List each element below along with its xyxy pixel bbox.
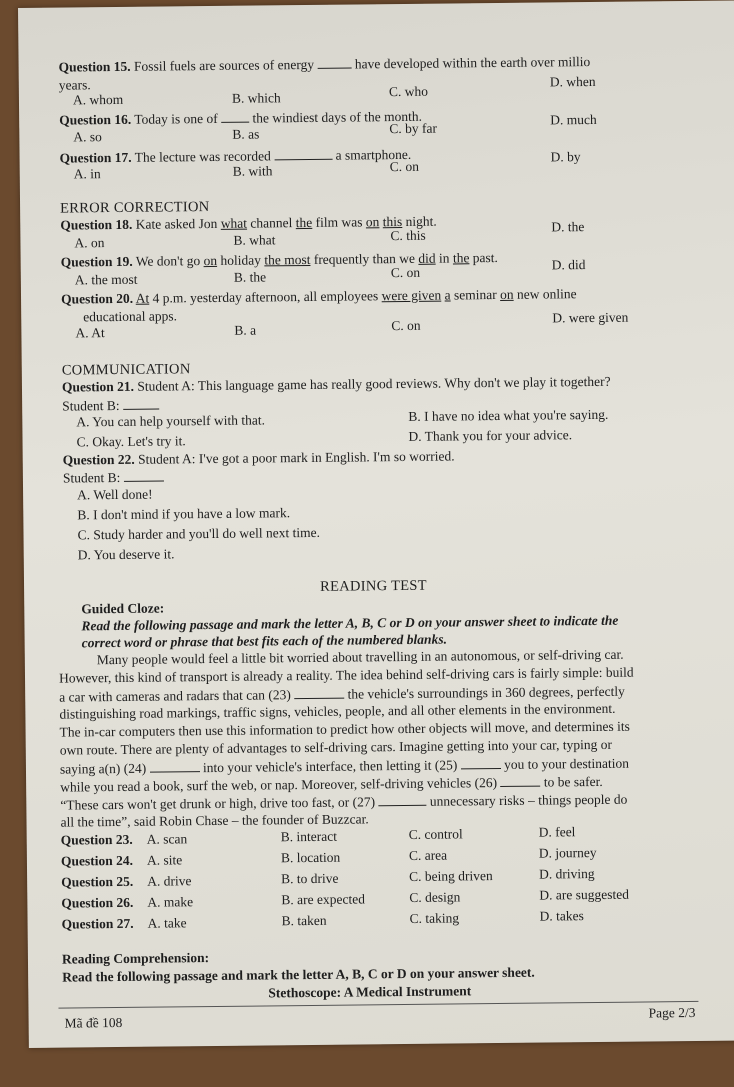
cloze-instruction: Read the following passage and mark the letter A, B, C or D on your answer sheet to indicate the [81, 612, 619, 634]
question-19-stem: Question 19. We don't go on holiday the most frequently than we did in the past. [60, 249, 498, 270]
subheading-reading-comprehension: Reading Comprehension: [61, 950, 210, 967]
section-heading-error-correction: ERROR CORRECTION [60, 199, 210, 217]
page-number: Page 2/3 [648, 1004, 696, 1021]
option-d: D. Thank you for your advice. [408, 427, 573, 444]
answer-blank [317, 56, 351, 69]
option-a: A. in [73, 166, 101, 182]
subheading-guided-cloze: Guided Cloze: [81, 600, 165, 617]
option-d: D. when [549, 73, 596, 90]
option-d: D. feel [538, 824, 576, 840]
question-21-stem: Question 21. Student A: This language game has really good reviews. Why don't we play it together? [61, 373, 611, 395]
option-b: B. taken [281, 912, 327, 929]
option-d: D. were given [552, 309, 629, 326]
answer-blank [274, 147, 332, 161]
option-d: D. did [551, 257, 586, 273]
option-d: D. by [550, 149, 581, 165]
option-a: A. whom [72, 91, 124, 108]
option-c: C. on [391, 317, 421, 334]
option-a: A. You can help yourself with that. [76, 412, 266, 430]
question-18-stem: Question 18. Kate asked Jon what channel the film was on this night. [60, 213, 437, 233]
option-c: C. being driven [409, 868, 493, 884]
option-a: A. drive [147, 873, 192, 889]
question-15-continuation: years. [58, 77, 91, 93]
option-b: B. I don't mind if you have a low mark. [77, 505, 291, 523]
option-c: C. by far [389, 120, 437, 137]
option-d: D. the [551, 219, 585, 235]
reading-instruction: Read the following passage and mark the letter A, B, C or D on your answer sheet. [62, 964, 535, 985]
section-heading-communication: COMMUNICATION [61, 361, 191, 379]
option-a: A. on [74, 235, 105, 251]
option-a: A. make [147, 894, 194, 910]
option-d: D. You deserve it. [77, 546, 175, 563]
option-b: B. I have no idea what you're saying. [408, 406, 609, 424]
blank-27 [378, 793, 426, 807]
option-c: C. control [408, 826, 463, 842]
option-c: C. on [389, 158, 420, 175]
answer-blank [124, 469, 164, 482]
option-b: B. interact [280, 828, 338, 845]
question-17-stem: Question 17. The lecture was recorded a smartphone. [59, 146, 412, 166]
option-c: C. this [390, 227, 426, 244]
question-20-stem: Question 20. At 4 p.m. yesterday afternoon, all employees were given a seminar on new online [60, 286, 577, 307]
option-a: A. so [73, 129, 102, 145]
option-b: B. as [232, 126, 260, 142]
blank-24 [149, 759, 199, 773]
exam-code: Mã đề 108 [64, 1014, 123, 1031]
option-b: B. location [280, 849, 341, 866]
option-d: D. are suggested [539, 886, 630, 903]
option-d: D. much [550, 111, 597, 128]
option-d: D. journey [538, 844, 597, 861]
option-a: A. site [146, 852, 183, 868]
option-a: A. take [147, 915, 187, 931]
cloze-instruction: correct word or phrase that best fits each of the numbered blanks. [81, 631, 447, 651]
blank-25 [461, 756, 501, 769]
option-a: A. scan [146, 831, 188, 847]
passage-title: Stethoscope: A Medical Instrument [268, 983, 472, 1001]
cloze-question-25: Question 25. A. drive B. to drive C. being driven D. driving [61, 866, 595, 890]
option-c: C. taking [409, 910, 460, 926]
option-b: B. what [233, 232, 276, 248]
option-b: B. a [234, 322, 257, 338]
option-d: D. driving [539, 866, 595, 882]
footer-divider [58, 1001, 698, 1009]
option-c: C. who [388, 83, 428, 100]
question-20-continuation: educational apps. [83, 308, 178, 325]
blank-26 [500, 774, 540, 787]
section-heading-reading-test: READING TEST [319, 577, 427, 595]
option-c: C. Study harder and you'll do well next time. [77, 524, 320, 543]
option-c: C. design [409, 889, 461, 905]
student-b-line: Student B: [62, 397, 159, 415]
cloze-question-24: Question 24. A. site B. location C. area D. journey [60, 844, 597, 869]
cloze-question-26: Question 26. A. make B. are expected C. design D. are suggested [61, 886, 630, 911]
option-a: A. At [75, 325, 105, 341]
answer-blank [221, 110, 249, 123]
question-label: Question 15. [58, 58, 131, 75]
option-b: B. to drive [281, 870, 339, 887]
option-a: A. Well done! [77, 486, 153, 503]
question-22-stem: Question 22. Student A: I've got a poor mark in English. I'm so worried. [62, 448, 455, 468]
blank-23 [294, 686, 344, 700]
option-b: B. the [233, 269, 267, 285]
answer-blank [123, 397, 159, 410]
option-c: C. Okay. Let's try it. [76, 433, 186, 450]
student-b-line: Student B: [63, 469, 164, 487]
option-a: A. the most [74, 271, 138, 288]
cloze-question-23: Question 23. A. scan B. interact C. control D. feel [60, 824, 576, 848]
cloze-question-27: Question 27. A. take B. taken C. taking D. takes [61, 908, 584, 932]
option-b: B. with [232, 163, 273, 179]
cloze-passage: Many people would feel a little bit worried about travelling in an autonomous, or self-driving car. However, this kind of transport is already a reality. The idea behind self-driving cars is fairly simple: build a car with cameras and radars that can (23) the vehicle's surroundings in 360 degrees, perfectly distinguishing road markings, traffic signs, vehicles, people, and all other elements in the environment. The in-car computers then use this information to predict how other objects will move, and determines its own route. There are plenty of advantages to self-driving cars. Imagine getting into your car, typing or saying a(n) (24) into your vehicle's interface, then letting it (25) you to your destination while you read a book, surf the web, or nap. Moreover, self-driving vehicles (26) to be safer. “These cars won't get drunk or high, drive too fast, or (27) unnecessary risks – things people do all the time”, said Robin Chase – the founder of Buzzcar. [58, 646, 634, 830]
exam-page [18, 1, 734, 1048]
question-16-stem: Question 16. Today is one of the windiest days of the month. [59, 108, 423, 128]
option-b: B. are expected [281, 891, 366, 908]
question-15-stem: Question 15. Fossil fuels are sources of energy have developed within the earth over millio [58, 54, 591, 75]
option-c: C. on [390, 264, 421, 281]
option-b: B. which [231, 90, 281, 106]
option-d: D. takes [539, 908, 584, 924]
option-c: C. area [408, 847, 448, 863]
